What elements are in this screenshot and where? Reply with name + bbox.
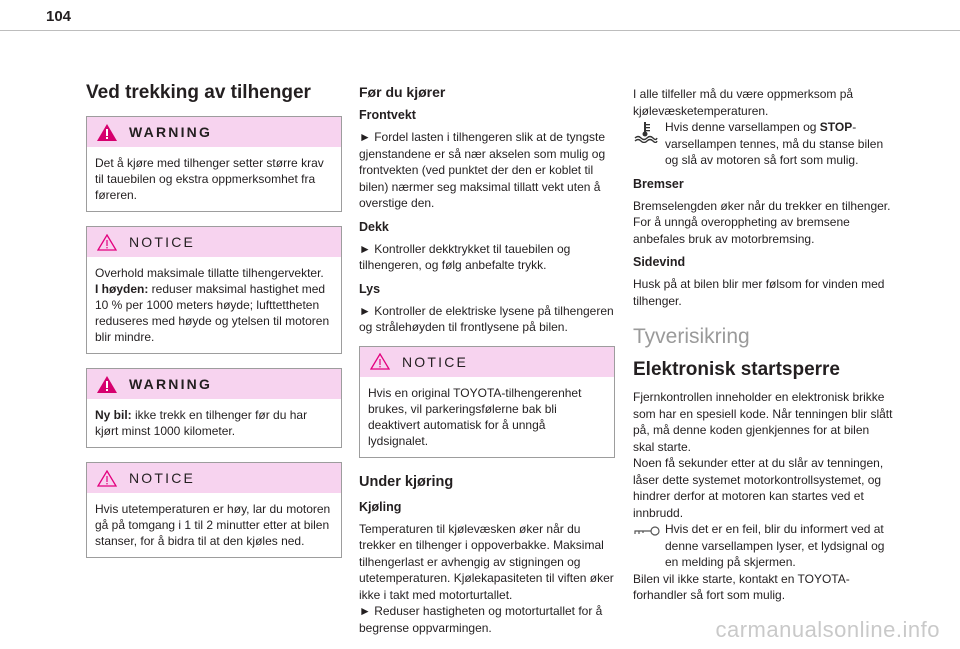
key-icon [633, 523, 661, 539]
warning-box-1 [86, 116, 342, 212]
warning-text [87, 399, 341, 447]
warning-icon [97, 376, 117, 393]
paragraph: Bilen vil ikke starte, kontakt en TOYOTA-forhandler så fort som mulig. [633, 571, 850, 602]
paragraph-with-icon [633, 119, 893, 169]
warning-icon [97, 124, 117, 141]
notice-text [87, 257, 341, 353]
text-b: -varsellampen tennes, må du stanse bilen og slå av motoren så fort som mulig. [665, 120, 884, 167]
notice-icon [370, 353, 390, 370]
notice-icon [97, 470, 117, 487]
notice-icon [97, 234, 117, 251]
subheading: Bremser [633, 176, 684, 191]
notice-label: NOTICE [129, 470, 196, 486]
paragraph: Husk på at bilen blir mer følsom for vinden med tilhenger. [633, 277, 885, 308]
paragraph: I alle tilfeller må du være oppmerksom på kjølevæsketemperaturen. [633, 87, 854, 118]
notice-header [87, 227, 341, 257]
paragraph: Noen få sekunder etter at du slår av tenningen, låser dette systemet motorkontrollsystemet, og hindrer derfor at motoren kan startes ved et innbrudd. [633, 456, 884, 520]
warning-rest: ikke trekk en tilhenger før du har kjørt minst 1000 kilometer. [95, 408, 308, 438]
paragraph: ► Kontroller de elektriske lysene på tilhengeren og strålehøyden til frontlysene på bilen. [359, 303, 614, 334]
notice-line1: Overhold maksimale tillatte tilhengervekter. [95, 266, 324, 280]
notice-text: Hvis en original TOYOTA-tilhengerenhet brukes, vil parkeringsfølerne bak bli deaktivert automatisk for å unngå lydsignalet. [368, 385, 582, 448]
notice-header [87, 463, 341, 493]
chapter-title: Tyverisikring [633, 325, 750, 348]
notice-box-3 [359, 346, 615, 458]
stop-text: STOP [819, 120, 853, 134]
subheading: Lys [359, 281, 381, 296]
section-heading: Før du kjører [359, 84, 446, 100]
notice-text: Hvis utetemperaturen er høy, lar du motoren gå på tomgang i 1 til 2 minutter etter at bilen stanser, for å bidra til at den kjøles ned. [95, 502, 331, 548]
notice-box-1 [86, 226, 342, 354]
subheading: Kjøling [359, 499, 402, 514]
column-1 [86, 72, 342, 572]
paragraph: Fjernkontrollen inneholder en elektronisk brikke som har en spesiell kode. Når tenningen blir slått på, må denne koden gjenkjennes for at bilen skal starte. [633, 390, 893, 454]
text-a: Hvis denne varsellampen og [665, 120, 820, 134]
section-title: Elektronisk startsperre [633, 359, 840, 380]
paragraph: ► Fordel lasten i tilhengeren slik at de tyngste gjenstandene er så nær akselen som mulig og frontvekten (ved punktet der den er koblet til bilen) nærmer seg maksimal tillatt vekt uten å overstige den. [359, 130, 606, 210]
warning-bold-prefix: Ny bil: [95, 408, 132, 422]
section-title: Ved trekking av tilhenger [86, 82, 311, 103]
column-2 [359, 72, 615, 642]
paragraph: Bremselengden øker når du trekker en tilhenger. For å unngå overoppheting av bremsene anbefales bruk av motorbremsing. [633, 198, 891, 246]
warning-label: WARNING [129, 376, 213, 392]
warning-header [87, 369, 341, 399]
page-number: 104 [46, 8, 72, 25]
notice-bold-prefix: I høyden: [95, 282, 149, 296]
notice-box-2 [86, 462, 342, 558]
paragraph-with-icon [633, 521, 893, 571]
paragraph: ► Kontroller dekktrykket til tauebilen og tilhengeren, og følg anbefalte trykk. [359, 241, 571, 272]
section-heading: Under kjøring [359, 473, 454, 490]
notice-label: NOTICE [402, 353, 469, 370]
warning-label: WARNING [129, 124, 213, 140]
warning-box-2 [86, 368, 342, 448]
column-3 [633, 86, 893, 610]
subheading: Sidevind [633, 255, 686, 269]
warning-header [87, 117, 341, 147]
coolant-temperature-icon [633, 121, 659, 143]
paragraph: ► Reduser hastigheten og motorturtallet for å begrense oppvarmingen. [359, 604, 603, 635]
paragraph: Temperaturen til kjølevæsken øker når du trekker en tilhenger i oppoverbakke. Maksimal tilhengerlast er avhengig av stigningen og utetemperaturen. Kjølekapasiteten til viften øker ikke i takt med motorturtallet. [359, 521, 614, 602]
text: Hvis det er en feil, blir du informert ved at denne varsellampen lyser, et lydsignal og en melding på skjermen. [665, 522, 885, 569]
subheading: Dekk [359, 219, 389, 234]
subheading: Frontvekt [359, 108, 416, 122]
notice-header [360, 347, 614, 377]
top-divider [0, 30, 960, 31]
notice-label: NOTICE [129, 234, 196, 250]
watermark: carmanualsonline.info [715, 617, 940, 642]
warning-text: Det å kjøre med tilhenger setter større krav til tauebilen og ekstra oppmerksomhet fra føreren. [95, 156, 324, 202]
notice-line2: reduser maksimal hastighet med 10 % per 1000 meters høyde; lufttettheten reduseres med høyde og ytelsen til motoren blir mindre. [95, 282, 330, 344]
